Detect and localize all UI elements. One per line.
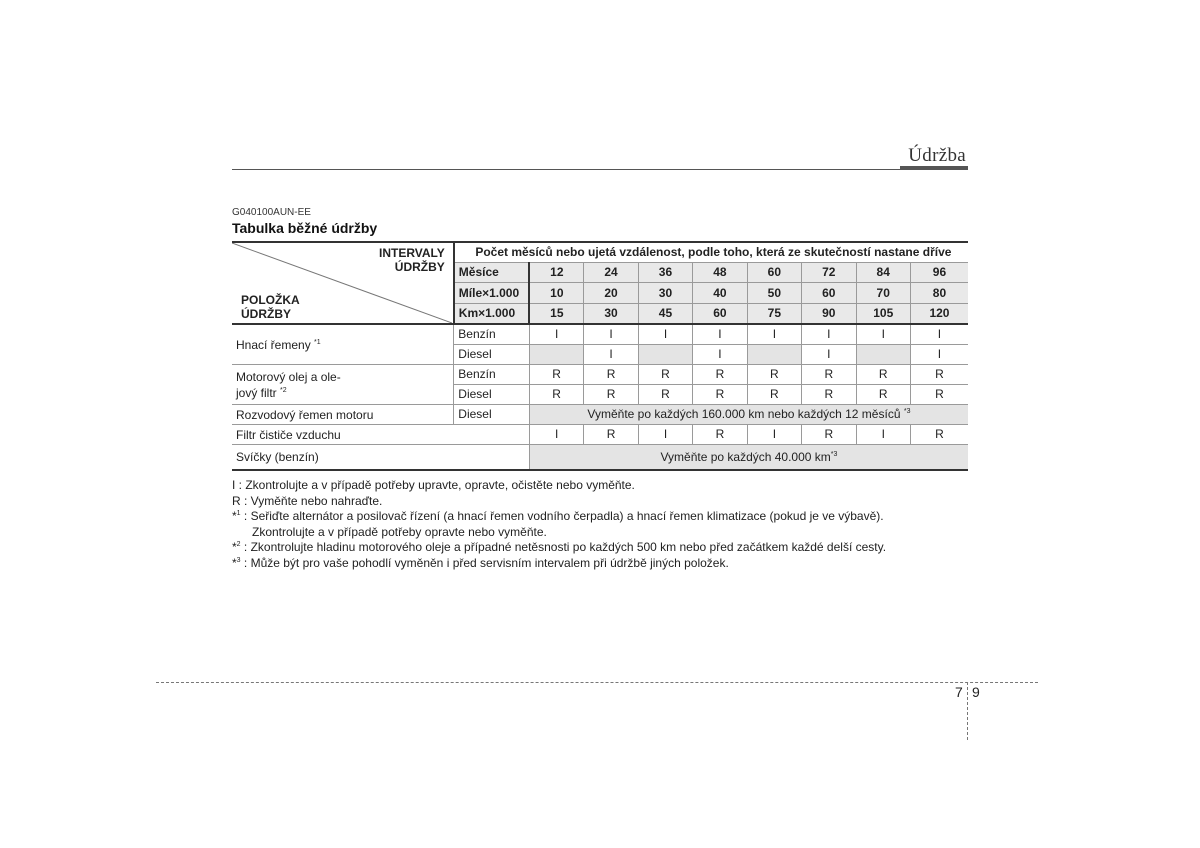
action-cell: I	[856, 324, 910, 345]
action-cell	[638, 345, 692, 365]
interval-value: 30	[638, 283, 692, 303]
action-cell: I	[910, 345, 968, 365]
interval-label: Míle×1.000	[454, 283, 530, 303]
note-mark: *	[232, 540, 237, 555]
interval-value: 20	[584, 283, 638, 303]
item-engine-oil	[232, 365, 454, 405]
note-1-continued: Zkontrolujte a v případě potřeby opravte nebo vyměňte.	[252, 524, 547, 539]
note-3	[232, 556, 992, 572]
action-cell: R	[910, 425, 968, 445]
interval-value: 40	[693, 283, 747, 303]
action-cell	[529, 345, 583, 365]
table-row	[232, 405, 968, 425]
table-row	[232, 425, 968, 445]
interval-value: 60	[802, 283, 856, 303]
interval-value: 15	[529, 303, 583, 324]
footnotes	[232, 478, 992, 572]
note-sup: 3	[236, 556, 241, 564]
note-mark: *	[232, 555, 237, 570]
item-label: Motorový olej a ole-	[236, 369, 341, 384]
note-text: : Zkontrolujte hladinu motorového oleje a případné netěsnosti po každých 500 km nebo před začátkem každé delší cesty.	[240, 540, 887, 555]
interval-label: Měsíce	[454, 263, 530, 283]
interval-value: 60	[747, 263, 801, 283]
action-cell	[747, 345, 801, 365]
footer-rule	[156, 682, 1038, 683]
header-rule	[232, 169, 900, 170]
action-cell: R	[584, 425, 638, 445]
fuel-label: Diesel	[454, 385, 530, 405]
interval-note: Vyměňte po každých 160.000 km nebo každých 12 měsíců	[587, 407, 901, 421]
note-text: : Seřiďte alternátor a posilovač řízení (a hnací řemen vodního čerpadla) a hnací řemen klimatizace (pokud je ve výbavě).	[240, 509, 884, 524]
note-replace: R : Vyměňte nebo nahraďte.	[232, 493, 383, 508]
action-cell: I	[584, 345, 638, 365]
interval-value: 70	[856, 283, 910, 303]
item-timing-belt: Rozvodový řemen motoru	[232, 405, 454, 425]
interval-value: 45	[638, 303, 692, 324]
chapter-title: Údržba	[908, 145, 966, 166]
action-cell: I	[584, 324, 638, 345]
action-cell: R	[638, 365, 692, 385]
action-cell: I	[910, 324, 968, 345]
fuel-label: Diesel	[454, 345, 530, 365]
interval-value: 90	[802, 303, 856, 324]
interval-value: 80	[910, 283, 968, 303]
section-code: G040100AUN-EE	[232, 207, 311, 218]
action-cell: R	[856, 385, 910, 405]
action-cell: I	[747, 324, 801, 345]
action-cell: R	[584, 365, 638, 385]
item-label: jový filtr	[236, 385, 277, 400]
action-cell: R	[802, 425, 856, 445]
note-sup: 1	[236, 510, 241, 518]
action-cell: I	[529, 425, 583, 445]
action-cell: I	[856, 425, 910, 445]
action-cell: R	[910, 385, 968, 405]
action-cell: R	[747, 385, 801, 405]
interval-value: 120	[910, 303, 968, 324]
interval-label: Km×1.000	[454, 303, 530, 324]
note-sup: 2	[236, 541, 241, 549]
action-cell: I	[638, 324, 692, 345]
maintenance-table	[232, 241, 968, 471]
action-cell: R	[529, 365, 583, 385]
footer-divider	[967, 682, 968, 740]
item-drive-belts	[232, 324, 454, 365]
interval-value: 50	[747, 283, 801, 303]
action-cell: I	[802, 324, 856, 345]
table-row	[232, 445, 968, 471]
action-cell: R	[802, 365, 856, 385]
table-row	[232, 324, 968, 345]
footnote-ref: *2	[280, 386, 287, 394]
action-cell: R	[693, 365, 747, 385]
footnote-ref: *3	[830, 450, 838, 458]
spark-plugs-interval	[529, 445, 968, 471]
table-corner-cell	[232, 242, 454, 324]
table-row	[232, 365, 968, 385]
interval-value: 24	[584, 263, 638, 283]
interval-value: 84	[856, 263, 910, 283]
page-number: 9	[972, 684, 980, 700]
action-cell: R	[747, 365, 801, 385]
note-inspect: I : Zkontrolujte a v případě potřeby upravte, opravte, očistěte nebo vyměňte.	[232, 478, 635, 492]
interval-value: 30	[584, 303, 638, 324]
corner-bottom-label: POLOŽKA ÚDRŽBY	[241, 293, 300, 321]
footnote-ref: *1	[314, 338, 321, 346]
action-cell	[856, 345, 910, 365]
chapter-number: 7	[955, 684, 963, 700]
note-mark: *	[232, 509, 237, 524]
action-cell: R	[693, 425, 747, 445]
fuel-label: Benzín	[454, 365, 530, 385]
action-cell: I	[693, 324, 747, 345]
interval-value: 48	[693, 263, 747, 283]
item-air-filter: Filtr čističe vzduchu	[232, 425, 529, 445]
item-spark-plugs: Svíčky (benzín)	[232, 445, 529, 471]
note-text: : Může být pro vaše pohodlí vyměněn i před servisním intervalem při údržbě jiných položek.	[240, 555, 729, 570]
interval-value: 36	[638, 263, 692, 283]
note-1	[232, 509, 992, 525]
interval-value: 60	[693, 303, 747, 324]
interval-header: Počet měsíců nebo ujetá vzdálenost, podle toho, která ze skutečností nastane dříve	[454, 242, 968, 263]
footnote-ref: *3	[903, 408, 911, 415]
interval-note: Vyměňte po každých 40.000 km	[660, 449, 831, 464]
action-cell: R	[529, 385, 583, 405]
interval-value: 96	[910, 263, 968, 283]
action-cell: R	[693, 385, 747, 405]
action-cell: I	[638, 425, 692, 445]
action-cell: R	[584, 385, 638, 405]
interval-value: 105	[856, 303, 910, 324]
action-cell: R	[910, 365, 968, 385]
timing-belt-interval	[529, 405, 968, 425]
action-cell: R	[856, 365, 910, 385]
action-cell: I	[693, 345, 747, 365]
interval-value: 10	[529, 283, 583, 303]
action-cell: I	[529, 324, 583, 345]
corner-top-label: INTERVALY ÚDRŽBY	[378, 246, 445, 274]
action-cell: R	[802, 385, 856, 405]
action-cell: R	[638, 385, 692, 405]
interval-value: 75	[747, 303, 801, 324]
action-cell: I	[747, 425, 801, 445]
action-cell: I	[802, 345, 856, 365]
interval-value: 12	[529, 263, 583, 283]
fuel-label: Diesel	[454, 405, 530, 425]
fuel-label: Benzín	[454, 324, 530, 345]
item-label: Hnací řemeny	[236, 337, 311, 352]
section-title: Tabulka běžné údržby	[232, 220, 378, 236]
note-2	[232, 540, 992, 556]
header-accent-bar	[900, 166, 968, 170]
interval-value: 72	[802, 263, 856, 283]
